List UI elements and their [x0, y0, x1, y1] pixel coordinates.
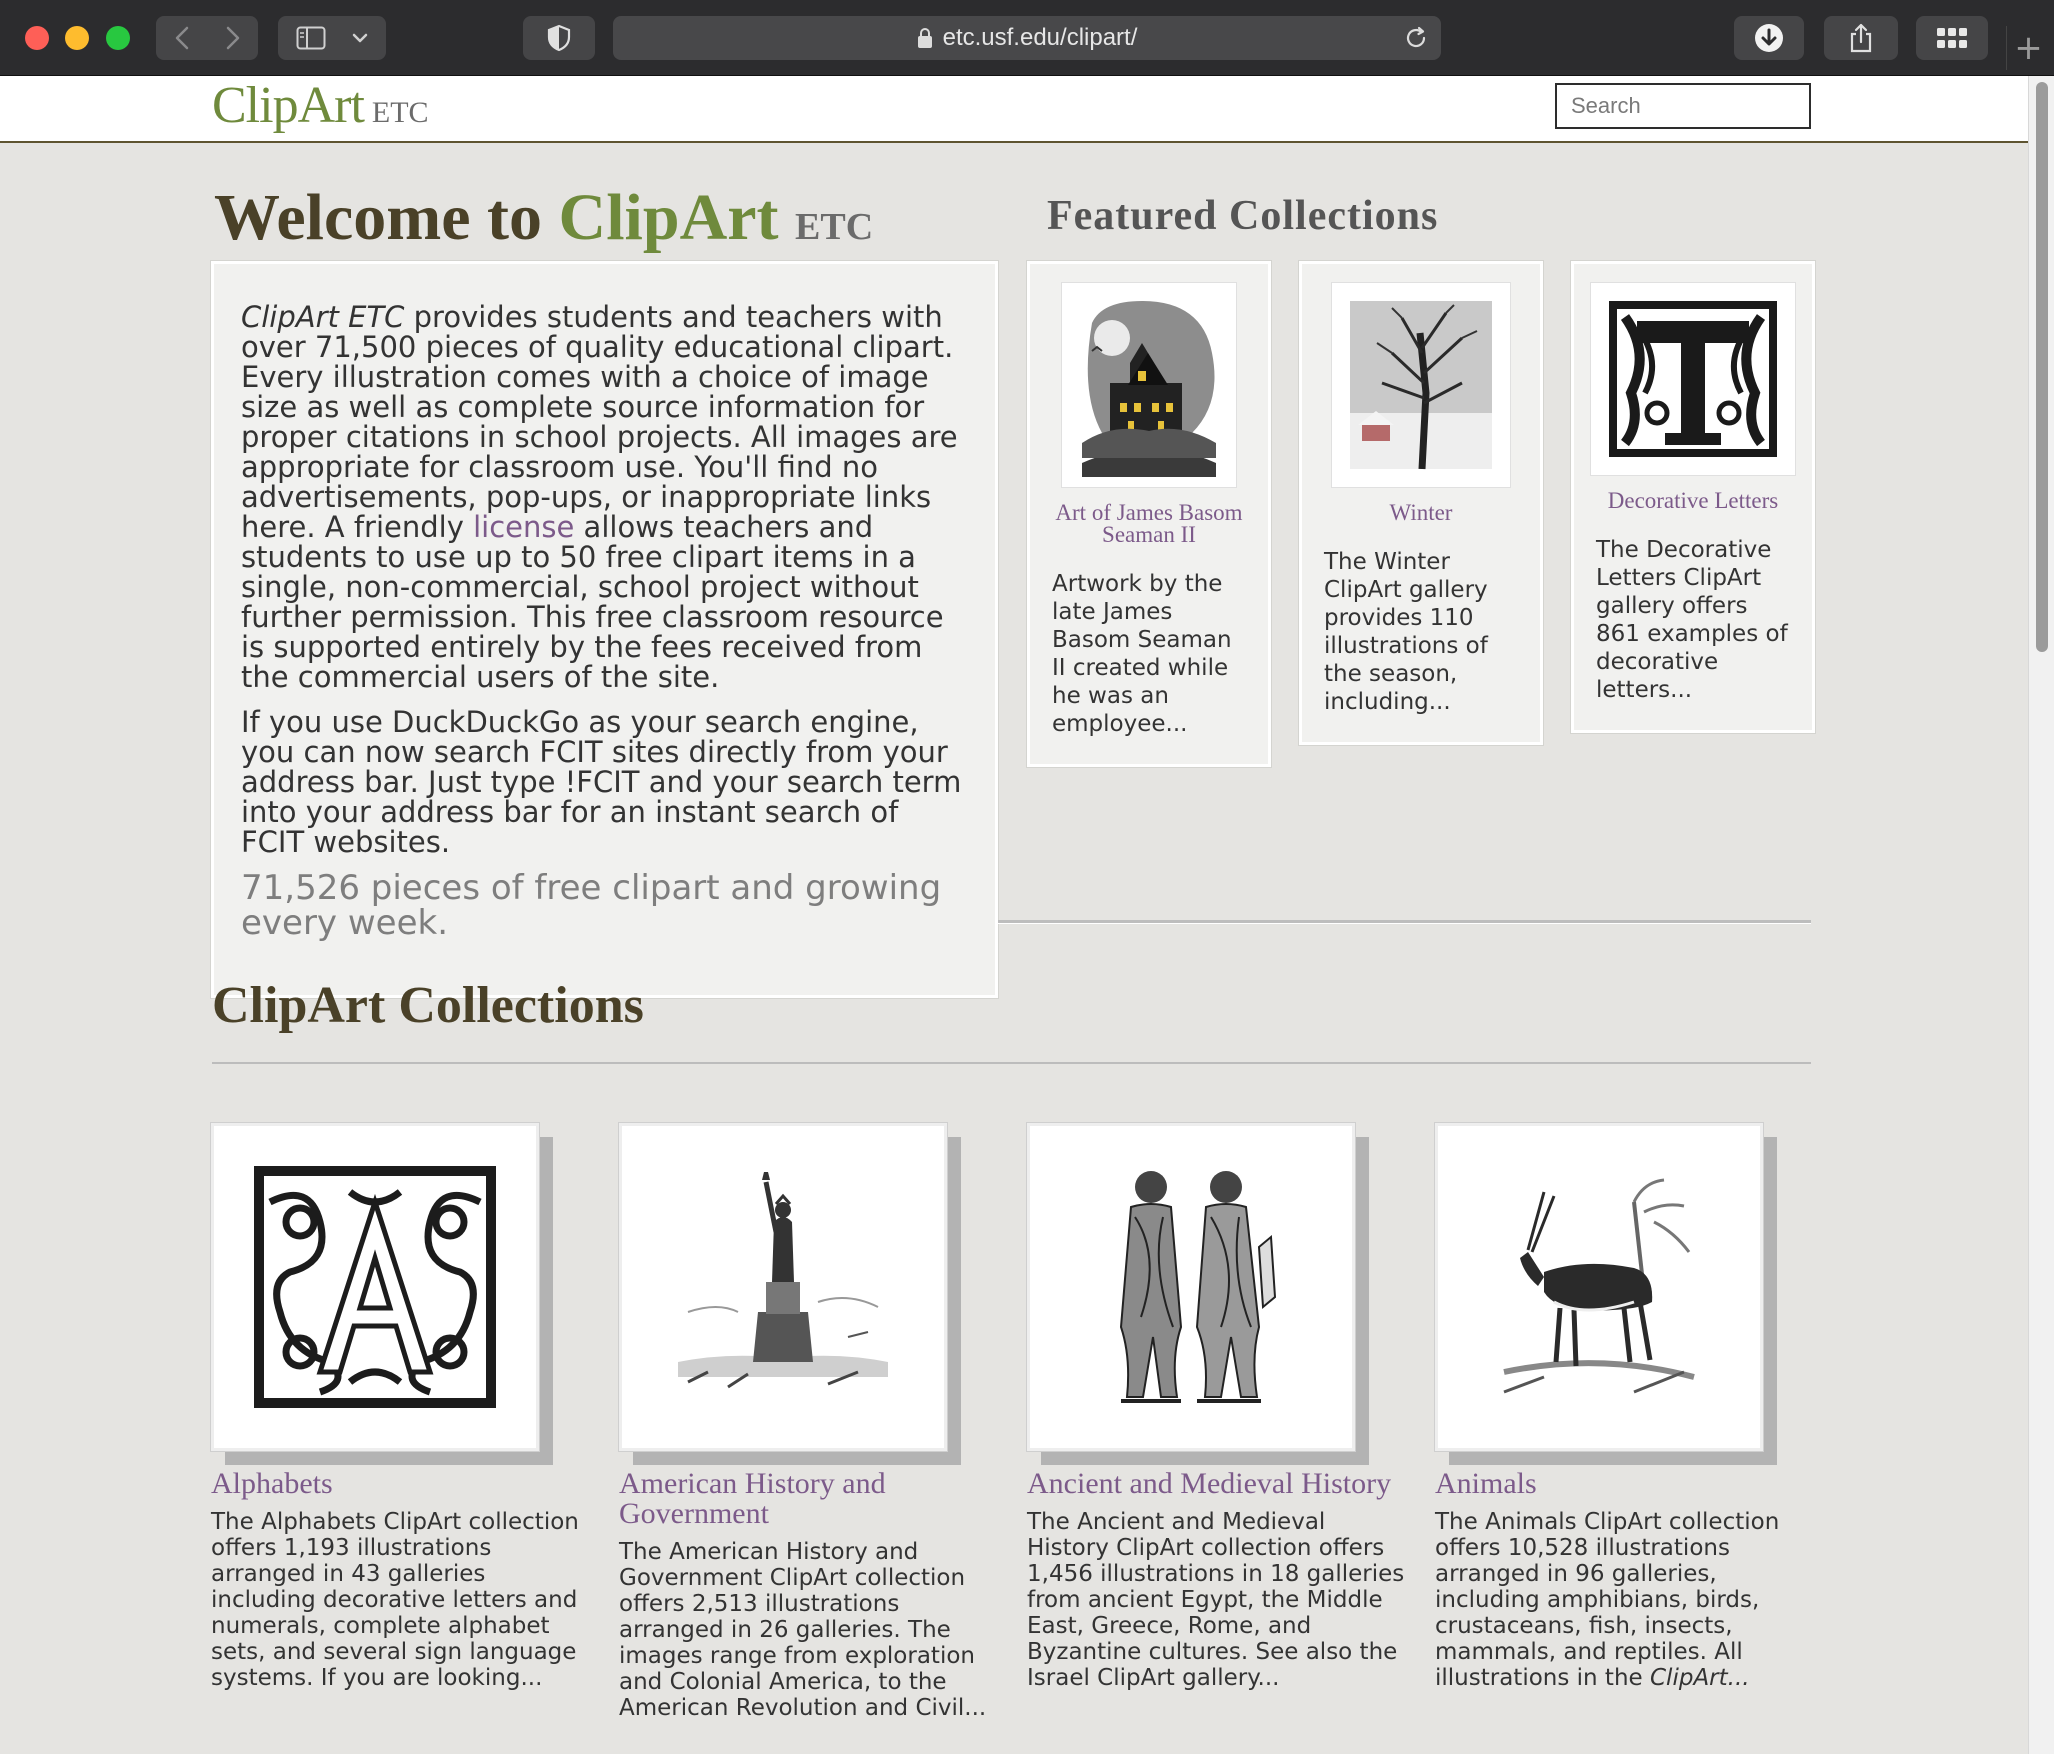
collection-description: The Alphabets ClipArt collection offers 1,193 illustrations arranged in 43 galleries including decorative letters and numerals, complete alphabet sets, and several sign language systems. If you are looking... [211, 1509, 579, 1691]
haunted-house-image [1072, 293, 1226, 477]
collection-description-text: The Animals ClipArt collection offers 10,528 illustrations arranged in 96 galleries, including amphibians, birds, crustaceans, fish, insects, mammals, and reptiles. All illustrations in the [1435, 1509, 1780, 1691]
collection-thumbnail[interactable] [211, 1123, 539, 1451]
featured-thumbnail[interactable] [1590, 282, 1796, 476]
page-scrollbar[interactable] [2028, 76, 2054, 1754]
collection-name[interactable]: Animals [1435, 1467, 1537, 1500]
search-input[interactable] [1555, 83, 1811, 129]
close-window-button[interactable] [25, 26, 49, 50]
intro-text-a: provides students and teachers with over 71,500 pieces of quality educational clipart. Every illustration comes with a choice of image size as well as complete source information for proper citations in school projects. All images are appropriate for classroom use. You'll find no advertisements, pop-ups, or inappropriate links here. A friendly [241, 300, 958, 544]
downloads-button[interactable] [1734, 16, 1804, 60]
sidebar-icon [296, 26, 326, 50]
thumbnail-frame [211, 1123, 539, 1451]
collections-title: ClipArt Collections [212, 977, 644, 1034]
collection-thumbnail[interactable] [619, 1123, 947, 1451]
roman-figures-image [1081, 1157, 1301, 1417]
nav-buttons [156, 16, 258, 60]
duckduckgo-paragraph: If you use DuckDuckGo as your search engine, you can now search FCIT sites directly from your address bar. Just type !FCIT and your search term into your address bar for an instant search of FCIT websites. [241, 705, 962, 859]
logo-text: ClipArt [212, 77, 364, 134]
winter-tree-image [1342, 293, 1500, 477]
featured-description: The Winter ClipArt gallery provides 110 illustrations of the season, including... [1324, 549, 1488, 715]
intro-text-b: allows teachers and students to use up to 50 free clipart items in a single, non-commercial, school project without further permission. This free classroom resource is supported entirely by the fees received from the commercial users of the site. [241, 510, 944, 694]
title-brand: ClipArt [558, 181, 779, 254]
site-logo[interactable] [212, 76, 429, 135]
collection-name[interactable]: Ancient and Medieval History [1027, 1467, 1392, 1500]
collection-thumbnail[interactable] [1027, 1123, 1355, 1451]
back-button[interactable] [156, 16, 207, 60]
intro-panel [211, 261, 998, 998]
logo-suffix: ETC [371, 96, 429, 129]
forward-button[interactable] [207, 16, 258, 60]
collection-card[interactable] [619, 1123, 999, 1721]
shield-icon [547, 24, 571, 52]
collection-card[interactable] [211, 1123, 591, 1691]
title-suffix: ETC [795, 206, 874, 248]
download-icon [1754, 23, 1784, 53]
thumbnail-frame [1027, 1123, 1355, 1451]
plus-icon: + [2014, 28, 2043, 68]
section-divider [212, 1062, 1811, 1064]
tab-overview-button[interactable] [1916, 16, 1988, 60]
privacy-report-button[interactable] [523, 16, 595, 60]
lock-icon [917, 27, 933, 49]
collection-description-brand: ClipArt... [1650, 1665, 1750, 1691]
featured-card[interactable] [1571, 261, 1815, 733]
statue-of-liberty-image [668, 1162, 898, 1412]
featured-name[interactable]: Winter [1389, 500, 1453, 525]
collection-description: The American History and Government ClipArt collection offers 2,513 illustrations arranged in 26 galleries. The images range from exploration and Colonial America, to the American Revolution and Civil... [619, 1539, 987, 1721]
address-bar[interactable] [613, 16, 1441, 60]
reload-icon[interactable] [1403, 25, 1429, 51]
forward-icon [226, 26, 240, 50]
intro-brand: ClipArt ETC [241, 300, 405, 334]
collection-card[interactable] [1027, 1123, 1407, 1691]
featured-name[interactable]: Decorative Letters [1607, 488, 1779, 513]
featured-card[interactable] [1027, 261, 1271, 767]
section-divider [998, 920, 1811, 924]
featured-card[interactable] [1299, 261, 1543, 745]
sidebar-toggle[interactable] [278, 16, 386, 60]
share-button[interactable] [1824, 16, 1898, 60]
collection-name[interactable]: American History and Government [619, 1467, 886, 1530]
decorative-letter-t-image [1601, 293, 1785, 465]
collection-card[interactable] [1435, 1123, 1815, 1691]
featured-thumbnail[interactable] [1331, 282, 1511, 488]
collection-description: The Ancient and Medieval History ClipArt collection offers 1,456 illustrations in 18 galleries from ancient Egypt, the Middle East, Greece, Rome, and Byzantine cultures. See also the Israel ClipArt gallery... [1027, 1509, 1405, 1691]
back-icon [175, 26, 189, 50]
minimize-window-button[interactable] [65, 26, 89, 50]
antelope-image [1484, 1162, 1714, 1412]
collection-thumbnail[interactable] [1435, 1123, 1763, 1451]
featured-description: Artwork by the late James Basom Seaman II created while he was an employee... [1052, 571, 1232, 737]
decorative-letter-a-image [250, 1162, 500, 1412]
page-viewport [0, 76, 2054, 1754]
scrollbar-thumb[interactable] [2036, 82, 2048, 652]
site-header [0, 76, 2028, 143]
title-prefix: Welcome to [214, 181, 543, 254]
tabs-grid-icon [1937, 28, 1967, 48]
share-icon [1849, 23, 1873, 53]
license-link[interactable]: license [473, 510, 575, 544]
thumbnail-frame [1435, 1123, 1763, 1451]
chevron-down-icon[interactable] [352, 33, 368, 43]
collection-name[interactable]: Alphabets [211, 1467, 333, 1500]
zoom-window-button[interactable] [106, 26, 130, 50]
browser-toolbar [0, 0, 2054, 76]
collection-description [1435, 1509, 1815, 1691]
featured-description: The Decorative Letters ClipArt gallery offers 861 examples of decorative letters... [1596, 537, 1788, 703]
page-title [214, 180, 873, 256]
thumbnail-frame [619, 1123, 947, 1451]
url-text: etc.usf.edu/clipart/ [942, 24, 1138, 51]
featured-name[interactable]: Art of James Basom Seaman II [1055, 500, 1243, 547]
featured-thumbnail[interactable] [1061, 282, 1237, 488]
intro-paragraph [241, 302, 969, 692]
featured-title: Featured Collections [1047, 193, 1439, 239]
clipart-count: 71,526 pieces of free clipart and growing every week. [241, 868, 942, 943]
new-tab-button[interactable] [2006, 26, 2050, 70]
